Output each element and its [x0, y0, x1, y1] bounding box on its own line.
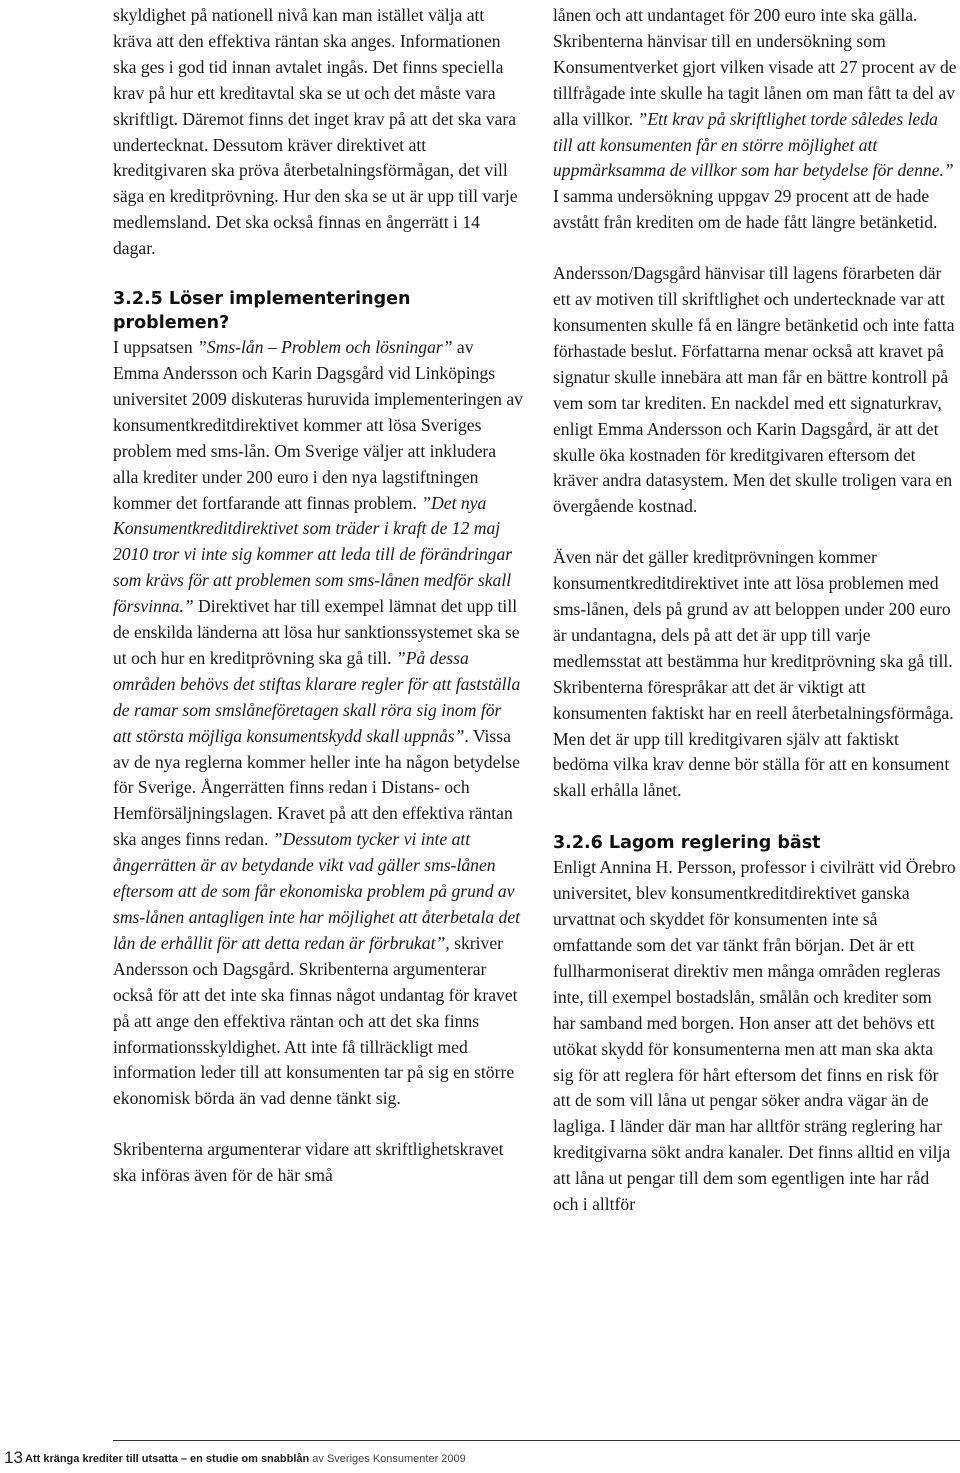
right-column	[553, 3, 958, 1218]
text-run: I samma undersökning uppgav 29 procent att de hade avstått från krediten om de hade fått längre betänketid.	[553, 186, 938, 233]
section-heading-3-2-6: 3.2.6 Lagom reglering bäst	[553, 833, 821, 854]
quote-run: ”Sms-lån – Problem och lösningar”	[197, 337, 453, 358]
footer-title: Att kränga krediter till utsatta – en studie om snabblån	[25, 1453, 310, 1465]
footer-byline: av Sveriges Konsumenter 2009	[309, 1453, 466, 1465]
text-run: , skriver Andersson och Dagsgård. Skribenterna argumenterar också för att det inte ska finnas något undantag för kravet på att ange den effektiva räntan och att det ska finns informationsskyldighet. Att inte få tillräckligt med information leder till att konsumenten tar på sig en större ekonomisk börda än vad denne tänkt sig.	[113, 932, 518, 1109]
text-run: Direktivet har till exempel lämnat det upp till de enskilda länderna att lösa hur sanktionssystemet ska se ut och hur en kreditprövning ska gå till.	[113, 596, 520, 668]
footer-divider	[113, 1440, 960, 1441]
quote-run: ”På dessa områden behövs det stiftas klarare regler för att fastställa de ramar som smslåneföretagen skall röra sig inom för att största möjliga konsumentskydd skall uppnås”	[113, 647, 521, 746]
text-run: av Emma Andersson och Karin Dagsgård vid Linköpings universitet 2009 diskuteras huruvida implementeringen av konsumentkreditdirektivet kommer att lösa Sveriges problem med sms-lån. Om Sverige väljer att inkludera alla krediter under 200 euro i den nya lagstiftningen kommer det fortfarande att finnas problem.	[113, 337, 523, 513]
quote-run: ”Det nya Konsumentkreditdirektivet som träder i kraft de 12 maj 2010 tror vi inte sig kommer att leda till de förändringar som krävs för att problemen som sms-lånen medför skall försvinna.”	[113, 492, 513, 617]
text-run: . Vissa av de nya reglerna kommer heller inte ha någon betydelse för Sverige. Ångerrätten finns redan i Distans- och Hemförsäljningslagen. Kravet på att den effektiva räntan ska anges finns redan.	[113, 725, 520, 850]
left-column	[113, 3, 523, 1189]
body-paragraph: Andersson/Dagsgård hänvisar till lagens förarbeten där ett av motiven till skriftlighet och undertecknade var att konsumenten skulle få en längre betänketid och inte fatta förhastade beslut. Författarna menar också att kravet på signatur skulle innebära att man får en bättre kontroll på vem som tar krediten. En nackdel med ett signaturkrav, enligt Emma Andersson och Karin Dagsgård, är att det skulle öka kostnaden för kreditgivaren eftersom det kräver andra datasystem. Men det skulle troligen vara en övergående kostnad.	[553, 263, 955, 517]
text-run: lånen och att undantaget för 200 euro inte ska gälla. Skribenterna hänvisar till en undersökning som Konsumentverket gjort vilken visade att 27 procent av de tillfrågade inte skulle ha tagit lånen om man fått ta del av alla villkor.	[553, 5, 957, 129]
running-footer	[25, 1453, 466, 1465]
body-paragraph: skyldighet på nationell nivå kan man istället välja att kräva att den effektiva räntan ska anges. Informationen ska ges i god tid innan avtalet ingås. Det finns speciella krav på hur ett kreditavtal ska se ut och det måste vara skriftligt. Däremot finns det inget krav på att det ska vara undertecknat. Dessutom kräver direktivet att kreditgivaren ska pröva återbetalningsförmågan, det vill säga en kreditprövning. Hur den ska se ut är upp till varje medlemsland. Det ska också finnas en ångerrätt i 14 dagar.	[113, 5, 518, 259]
page-number: 13	[4, 1448, 23, 1467]
section-heading-3-2-5: 3.2.5 Löser implementeringen problemen?	[113, 289, 411, 334]
quote-run: ”Dessutom tycker vi inte att ångerrätten är av betydande vikt vad gäller sms-lånen eftersom att de som får ekonomiska problem på grund av sms-lånen antagligen inte har möjlighet att återbetala det lån de erhållit för att detta redan är förbrukat”	[113, 829, 521, 953]
body-paragraph: Även när det gäller kreditprövningen kommer konsumentkreditdirektivet inte att lösa problemen med sms-lånen, dels på grund av att beloppen under 200 euro är undantagna, dels på att det är upp till varje medlemsstat att bestämma hur kreditprövning ska gå till. Skribenterna förespråkar att det är viktigt att konsumenten faktiskt har en reell återbetalningsförmåga. Men det är upp till kreditgivaren själv att faktiskt bedöma vilka krav denne bör ställa för att en konsument skall erhålla lånet.	[553, 547, 954, 801]
body-paragraph: Skribenterna argumenterar vidare att skriftlighetskravet ska införas även för de här små	[113, 1139, 504, 1186]
text-run: I uppsatsen	[113, 337, 198, 358]
body-paragraph	[553, 3, 958, 236]
quote-run: ”Ett krav på skriftlighet torde således leda till att konsumenten får en större möjlighet att uppmärksamma de villkor som har betydelse för denne.”	[553, 108, 954, 181]
body-paragraph	[113, 335, 523, 1112]
body-paragraph: Enligt Annina H. Persson, professor i civilrätt vid Örebro universitet, blev konsumentkreditdirektivet ganska urvattnat och skyddet för konsumenten inte så omfattande som det var tänkt från början. Det är ett fullharmoniserat direktiv men många områden regleras inte, till exempel bostadslån, smålån och krediter som har samband med borgen. Hon anser att det behövs ett utökat skydd för konsumenterna men att man ska akta sig för att reglera för hårt eftersom det finns en risk för att de som vill låna ut pengar söker andra vägar än de lagliga. I länder där man har alltför sträng reglering har kreditgivarna sökt andra kanaler. Det finns alltid en vilja att låna ut pengar till dem som egentligen inte har råd och i alltför	[553, 857, 956, 1215]
